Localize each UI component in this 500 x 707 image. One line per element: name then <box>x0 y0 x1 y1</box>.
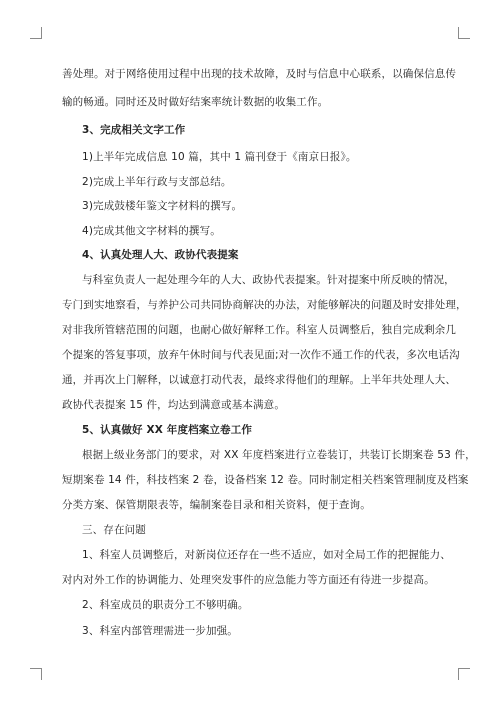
body-text-line: 对非我所管辖范围的问题，也耐心做好解释工作。科室人员调整后，独自完成剩余几 <box>62 324 457 336</box>
body-text-line: 专门到实地察看，与养护公司共同协商解决的办法，对能够解决的问题及时安排处理， <box>62 299 467 311</box>
crop-mark-bottom-left <box>30 668 42 680</box>
body-text-line: 3、科室内部管理需进一步加强。 <box>82 625 238 637</box>
body-text-line: 根据上级业务部门的要求，对 XX 年度档案进行立卷装订，共装订长期案卷 53 件， <box>82 449 476 461</box>
body-text-line: 对内对外工作的协调能力、处理突发事件的应急能力等方面还有待进一步提高。 <box>62 574 435 586</box>
list-item: 3)完成鼓楼年鉴文字材料的撰写。 <box>82 200 243 212</box>
body-text-line: 输的畅通。同时还及时做好结案率统计数据的收集工作。 <box>62 96 329 108</box>
body-text-line: 善处理。对于网络使用过程中出现的技术故障，及时与信息中心联系，以确保信息传 <box>62 68 457 80</box>
body-text-line: 个提案的答复事项，放弃午休时间与代表见面;对一次作不通工作的代表，多次电话沟 <box>62 349 460 361</box>
body-text-line: 分类方案、保管期限表等，编制案卷目录和相关资料，便于查询。 <box>62 499 371 511</box>
body-text-line: 政协代表提案 15 件，均达到满意或基本满意。 <box>62 399 285 411</box>
body-text-line: 通，并再次上门解释，以诚意打动代表，最终求得他们的理解。上半年共处理人大、 <box>62 374 457 386</box>
body-text-line: 短期案卷 14 件，科技档案 2 卷，设备档案 12 卷。同时制定相关档案管理制度及档案 <box>62 474 469 486</box>
crop-mark-bottom-right <box>458 668 470 680</box>
section-heading: 5、认真做好 XX 年度档案立卷工作 <box>82 424 253 436</box>
body-text-line: 与科室负责人一起处理今年的人大、政协代表提案。针对提案中所反映的情况， <box>82 274 455 286</box>
body-text-line: 1、科室人员调整后，对新岗位还存在一些不适应，如对全局工作的把握能力、 <box>82 549 451 561</box>
section-heading: 3、完成相关文字工作 <box>82 124 186 136</box>
body-text-line: 2、科室成员的职责分工不够明确。 <box>82 599 249 611</box>
list-item: 2)完成上半年行政与支部总结。 <box>82 176 232 188</box>
list-item: 4)完成其他文字材料的撰写。 <box>82 225 221 237</box>
section-heading: 三、存在问题 <box>82 524 146 536</box>
crop-mark-top-left <box>30 27 42 39</box>
list-item: 1)上半年完成信息 10 篇，其中 1 篇刊登于《南京日报》。 <box>82 151 357 163</box>
crop-mark-top-right <box>458 27 470 39</box>
section-heading: 4、认真处理人大、政协代表提案 <box>82 249 239 261</box>
